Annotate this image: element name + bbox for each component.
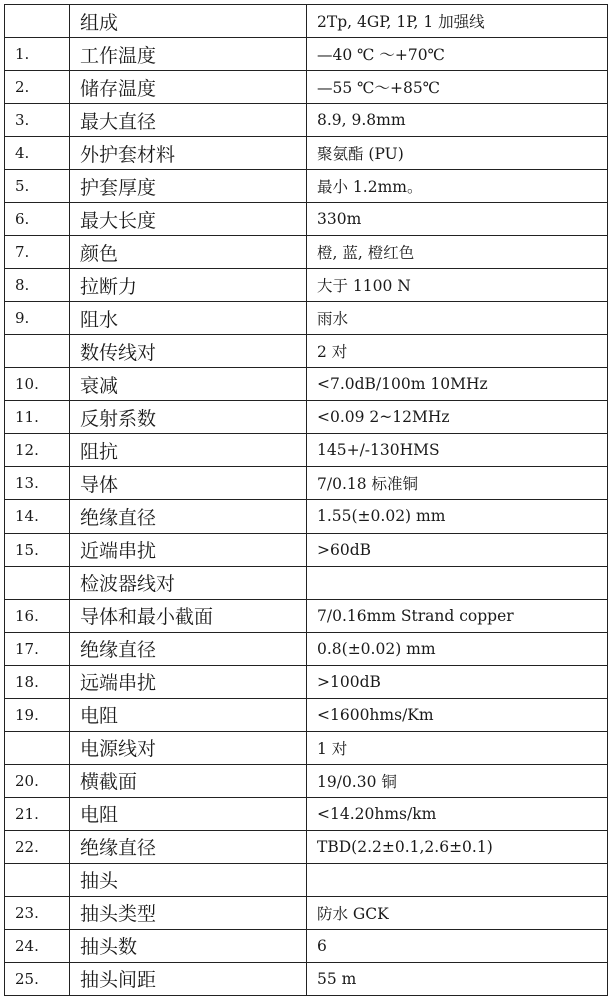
- table-row: [5, 830, 608, 863]
- table-row: [5, 467, 608, 500]
- table-row: [5, 170, 608, 203]
- table-header-row: [5, 5, 608, 38]
- table-row: [5, 764, 608, 797]
- row-name-cell: 绝缘直径: [70, 830, 307, 863]
- table-row: [5, 434, 608, 467]
- row-name-cell: 颜色: [70, 236, 307, 269]
- table-row: [5, 38, 608, 71]
- spec-document: [4, 4, 608, 996]
- table-row: [5, 698, 608, 731]
- row-number-cell: 16.: [5, 599, 70, 632]
- row-number-cell: 10.: [5, 368, 70, 401]
- table-row: [5, 665, 608, 698]
- table-row: [5, 203, 608, 236]
- row-number-cell: 24.: [5, 929, 70, 962]
- row-number-cell: 22.: [5, 830, 70, 863]
- table-row: [5, 632, 608, 665]
- row-value-cell: —40 ℃ ～+70℃: [307, 38, 608, 71]
- row-number-cell: 15.: [5, 533, 70, 566]
- row-name-cell: 储存温度: [70, 71, 307, 104]
- row-number-cell: 21.: [5, 797, 70, 830]
- row-name-cell: 导体和最小截面: [70, 599, 307, 632]
- row-name-cell: 电源线对: [70, 731, 307, 764]
- table-row: [5, 500, 608, 533]
- row-name-cell: 导体: [70, 467, 307, 500]
- row-value-cell: <7.0dB/100m 10MHz: [307, 368, 608, 401]
- row-value-cell: 6: [307, 929, 608, 962]
- row-number-cell: 9.: [5, 302, 70, 335]
- row-number-cell: [5, 863, 70, 896]
- row-number-cell: 12.: [5, 434, 70, 467]
- table-row: [5, 368, 608, 401]
- row-name-cell: 抽头数: [70, 929, 307, 962]
- row-number-cell: 25.: [5, 962, 70, 995]
- row-value-cell: [307, 863, 608, 896]
- row-value-cell: 防水 GCK: [307, 896, 608, 929]
- row-value-cell: 大于 1100 N: [307, 269, 608, 302]
- row-number-cell: 14.: [5, 500, 70, 533]
- row-name-cell: 抽头间距: [70, 962, 307, 995]
- row-value-cell: 1 对: [307, 731, 608, 764]
- row-name-cell: 检波器线对: [70, 566, 307, 599]
- table-row: [5, 731, 608, 764]
- table-row: [5, 71, 608, 104]
- row-name-cell: 拉断力: [70, 269, 307, 302]
- table-row: [5, 962, 608, 995]
- row-number-cell: 19.: [5, 698, 70, 731]
- row-name-cell: 抽头类型: [70, 896, 307, 929]
- table-row: [5, 566, 608, 599]
- row-name-cell: 数传线对: [70, 335, 307, 368]
- row-number-cell: 7.: [5, 236, 70, 269]
- table-row: [5, 104, 608, 137]
- row-value-cell: <14.20hms/km: [307, 797, 608, 830]
- row-name-cell: 远端串扰: [70, 665, 307, 698]
- row-value-cell: 聚氨酯 (PU): [307, 137, 608, 170]
- row-number-cell: 20.: [5, 764, 70, 797]
- table-row: [5, 236, 608, 269]
- row-name-cell: 横截面: [70, 764, 307, 797]
- row-value-cell: <0.09 2~12MHz: [307, 401, 608, 434]
- row-value-cell: 雨水: [307, 302, 608, 335]
- row-number-cell: [5, 335, 70, 368]
- row-name-cell: 工作温度: [70, 38, 307, 71]
- row-number-cell: [5, 566, 70, 599]
- row-value-cell: >100dB: [307, 665, 608, 698]
- row-number-cell: 11.: [5, 401, 70, 434]
- row-value-cell: <1600hms/Km: [307, 698, 608, 731]
- row-name-cell: 阻水: [70, 302, 307, 335]
- row-name-cell: 电阻: [70, 797, 307, 830]
- row-name-cell: 电阻: [70, 698, 307, 731]
- row-value-cell: 145+/-130HMS: [307, 434, 608, 467]
- table-row: [5, 863, 608, 896]
- row-number-cell: 18.: [5, 665, 70, 698]
- row-value-cell: 1.55(±0.02) mm: [307, 500, 608, 533]
- table-row: [5, 302, 608, 335]
- row-value-cell: >60dB: [307, 533, 608, 566]
- row-name-cell: 阻抗: [70, 434, 307, 467]
- row-number-cell: 4.: [5, 137, 70, 170]
- table-row: [5, 599, 608, 632]
- row-number-cell: [5, 731, 70, 764]
- row-value-cell: —55 ℃～+85℃: [307, 71, 608, 104]
- row-value-cell: 7/0.16mm Strand copper: [307, 599, 608, 632]
- row-number-cell: 8.: [5, 269, 70, 302]
- row-number-cell: 23.: [5, 896, 70, 929]
- row-name-cell: 最大直径: [70, 104, 307, 137]
- row-value-cell: 最小 1.2mm。: [307, 170, 608, 203]
- row-value-cell: 7/0.18 标准铜: [307, 467, 608, 500]
- row-value-cell: 2 对: [307, 335, 608, 368]
- row-number-cell: 2.: [5, 71, 70, 104]
- row-name-cell: 外护套材料: [70, 137, 307, 170]
- header-name-cell: 组成: [70, 5, 307, 38]
- row-name-cell: 最大长度: [70, 203, 307, 236]
- row-name-cell: 护套厚度: [70, 170, 307, 203]
- row-number-cell: 6.: [5, 203, 70, 236]
- table-row: [5, 533, 608, 566]
- row-name-cell: 衰减: [70, 368, 307, 401]
- row-name-cell: 抽头: [70, 863, 307, 896]
- row-name-cell: 绝缘直径: [70, 632, 307, 665]
- row-value-cell: 330m: [307, 203, 608, 236]
- header-value-cell: 2Tp, 4GP, 1P, 1 加强线: [307, 5, 608, 38]
- row-name-cell: 反射系数: [70, 401, 307, 434]
- row-number-cell: 5.: [5, 170, 70, 203]
- row-value-cell: TBD(2.2±0.1,2.6±0.1): [307, 830, 608, 863]
- row-value-cell: [307, 566, 608, 599]
- row-number-cell: 13.: [5, 467, 70, 500]
- row-value-cell: 8.9, 9.8mm: [307, 104, 608, 137]
- row-value-cell: 19/0.30 铜: [307, 764, 608, 797]
- table-row: [5, 929, 608, 962]
- row-value-cell: 0.8(±0.02) mm: [307, 632, 608, 665]
- row-value-cell: 橙, 蓝, 橙红色: [307, 236, 608, 269]
- table-row: [5, 335, 608, 368]
- row-name-cell: 近端串扰: [70, 533, 307, 566]
- table-row: [5, 401, 608, 434]
- row-value-cell: 55 m: [307, 962, 608, 995]
- row-number-cell: 1.: [5, 38, 70, 71]
- spec-table: [4, 4, 608, 996]
- table-row: [5, 137, 608, 170]
- row-number-cell: 17.: [5, 632, 70, 665]
- row-name-cell: 绝缘直径: [70, 500, 307, 533]
- table-row: [5, 797, 608, 830]
- table-row: [5, 269, 608, 302]
- row-number-cell: 3.: [5, 104, 70, 137]
- table-row: [5, 896, 608, 929]
- header-number-cell: [5, 5, 70, 38]
- spec-table-body: [5, 5, 608, 996]
